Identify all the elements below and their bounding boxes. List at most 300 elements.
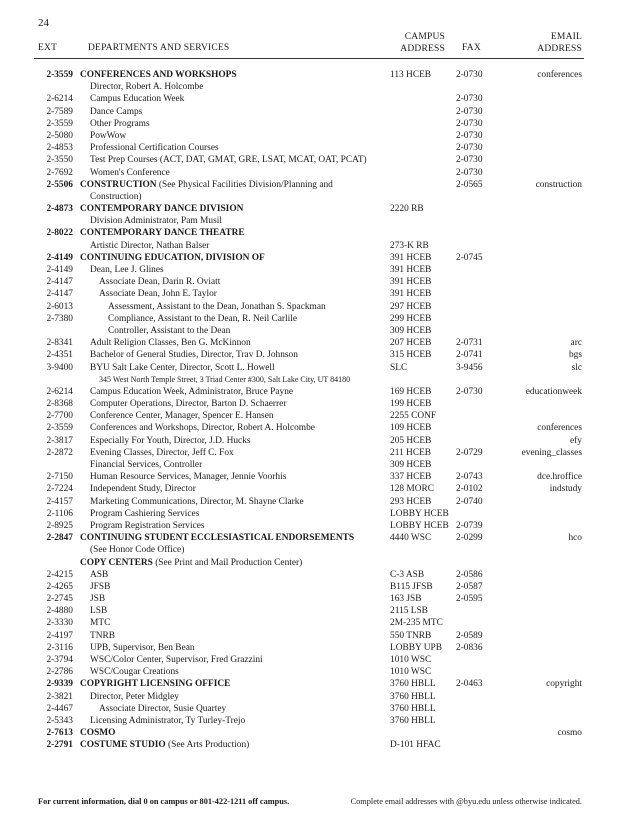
campus-address: 207 HCEB — [390, 338, 432, 349]
email-address: efy — [570, 435, 582, 446]
department-name — [90, 496, 304, 508]
department-name — [108, 325, 230, 337]
directory-row — [0, 154, 638, 166]
department-label: ASB — [90, 569, 109, 580]
department-name — [90, 118, 150, 130]
extension-number: 2-7589 — [46, 106, 73, 117]
department-label: CONTINUING EDUCATION, DIVISION OF — [80, 252, 265, 263]
campus-address: 1010 WSC — [390, 655, 432, 665]
directory-row — [0, 678, 638, 690]
department-name — [90, 81, 203, 93]
fax-number: 2-0729 — [456, 447, 483, 458]
department-note: (See Physical Facilities Division/Planning and — [156, 179, 333, 190]
extension-number: 2-7692 — [46, 167, 73, 178]
fax-number: 2-0731 — [456, 338, 483, 349]
directory-row — [0, 264, 638, 276]
department-name — [90, 617, 110, 629]
campus-address: 1010 WSC — [390, 667, 432, 678]
campus-address: 299 HCEB — [390, 313, 432, 324]
department-label: Licensing Administrator, Ty Turley-Trejo — [90, 715, 246, 726]
department-name — [99, 276, 220, 288]
directory-row — [0, 483, 638, 495]
department-label: CONTINUING STUDENT ECCLESIASTICAL ENDORSEMENTS — [80, 533, 355, 544]
extension-number: 2-4351 — [46, 350, 73, 361]
extension-number: 2-7613 — [46, 728, 73, 739]
campus-address: C-3 ASB — [390, 569, 425, 580]
department-name — [90, 544, 184, 556]
department-name — [80, 532, 354, 544]
directory-row — [0, 557, 638, 569]
campus-address: 163 JSB — [390, 594, 422, 605]
department-name — [108, 301, 326, 313]
department-label: TNRB — [90, 630, 116, 641]
directory-row — [0, 666, 638, 678]
campus-address: 391 HCEB — [390, 252, 432, 263]
directory-row — [0, 459, 638, 471]
department-name — [90, 630, 115, 642]
extension-number: 2-3559 — [46, 423, 73, 434]
department-label: JFSB — [90, 581, 111, 592]
extension-number: 2-8368 — [46, 399, 73, 410]
campus-address: 199 HCEB — [390, 399, 432, 410]
department-name — [90, 215, 222, 227]
department-name — [90, 581, 110, 593]
department-label: Compliance, Assistant to the Dean, R. Neil Carlile — [108, 313, 298, 324]
extension-number: 2-5080 — [46, 130, 73, 141]
campus-address: 550 TNRB — [390, 630, 432, 641]
campus-address: 3760 HBLL — [390, 679, 436, 690]
department-name — [80, 678, 230, 690]
department-name — [80, 252, 265, 264]
extension-number: 2-8341 — [46, 338, 73, 349]
department-label: Other Programs — [90, 118, 150, 129]
email-address: hco — [568, 533, 582, 544]
department-name — [90, 459, 202, 471]
department-label: Campus Education Week — [90, 94, 185, 105]
campus-address: SLC — [390, 362, 408, 373]
extension-number: 2-4467 — [46, 703, 73, 714]
extension-number: 2-7380 — [46, 313, 73, 324]
email-address: indstudy — [549, 484, 582, 495]
fax-number: 2-0299 — [456, 533, 483, 544]
directory-row — [0, 581, 638, 593]
department-label: Associate Dean, Darin R. Oviatt — [99, 277, 221, 288]
department-name — [80, 557, 302, 569]
fax-number: 2-0730 — [456, 94, 483, 105]
extension-number: 2-5506 — [46, 179, 73, 190]
department-name — [90, 483, 196, 495]
extension-number: 2-4873 — [46, 204, 73, 215]
campus-address: 337 HCEB — [390, 472, 432, 483]
header-rule — [34, 58, 584, 59]
directory-row — [0, 93, 638, 105]
directory-row — [0, 69, 638, 81]
department-label: (See Honor Code Office) — [90, 545, 185, 556]
department-label: Assessment, Assistant to the Dean, Jonathan S. Spackman — [108, 301, 326, 312]
campus-header-line1: CAMPUS — [404, 32, 445, 42]
email-header-line1: EMAIL — [550, 32, 582, 42]
extension-number: 2-4147 — [46, 289, 73, 300]
directory-row — [0, 301, 638, 313]
campus-address: D-101 HFAC — [390, 740, 441, 751]
department-label: Professional Certification Courses — [90, 143, 219, 154]
directory-row — [0, 276, 638, 288]
department-label: Associate Director, Susie Quartey — [99, 703, 227, 714]
extension-number: 2-3550 — [46, 155, 73, 166]
directory-row — [0, 593, 638, 605]
directory-row — [0, 642, 638, 654]
department-name — [90, 520, 205, 532]
campus-address: 297 HCEB — [390, 301, 432, 312]
department-label: Director, Peter Midgley — [90, 691, 179, 702]
department-label: Dean, Lee J. Glines — [90, 265, 164, 275]
directory-row — [0, 142, 638, 154]
department-label: Artistic Director, Nathan Balser — [90, 240, 210, 251]
department-note: (See Print and Mail Production Center) — [152, 557, 303, 568]
fax-number: 2-0743 — [456, 472, 483, 483]
extension-number: 2-7150 — [46, 472, 73, 483]
campus-address: 3760 HBLL — [390, 691, 436, 702]
directory-row — [0, 739, 638, 751]
campus-address: LOBBY HCEB — [390, 508, 449, 519]
email-address: slc — [571, 362, 582, 373]
department-name — [90, 167, 170, 179]
department-name — [90, 349, 298, 361]
campus-address: 211 HCEB — [390, 447, 432, 458]
directory-row — [0, 617, 638, 629]
directory-row — [0, 422, 638, 434]
department-name — [80, 179, 333, 191]
department-label: Controller, Assistant to the Dean — [108, 325, 231, 336]
department-name — [90, 422, 315, 434]
department-label: Especially For Youth, Director, J.D. Hucks — [90, 435, 251, 446]
department-name — [99, 288, 217, 300]
fax-number: 2-0565 — [456, 179, 483, 190]
directory-row — [0, 471, 638, 483]
department-name — [90, 593, 105, 605]
department-label: COSMO — [80, 728, 116, 739]
campus-address: 109 HCEB — [390, 423, 432, 434]
extension-number: 2-2791 — [46, 740, 73, 751]
email-header-line2: ADDRESS — [537, 44, 582, 54]
department-label: Program Cashiering Services — [90, 508, 200, 519]
department-label: Campus Education Week, Administrator, Bruce Payne — [90, 386, 294, 397]
department-label: COSTUME STUDIO — [80, 740, 166, 751]
campus-address: B115 JFSB — [390, 581, 433, 592]
department-name — [90, 240, 209, 252]
campus-address: 128 MORC — [390, 484, 435, 495]
extension-number: 2-4880 — [46, 606, 73, 617]
extension-number: 2-3330 — [46, 618, 73, 629]
directory-row — [0, 398, 638, 410]
campus-address: LOBBY UPB — [390, 642, 443, 653]
department-name — [90, 362, 275, 374]
department-label: MTC — [90, 618, 111, 629]
email-address: educationweek — [525, 386, 582, 397]
fax-number: 2-0102 — [456, 484, 483, 495]
directory-row — [0, 508, 638, 520]
campus-address: 315 HCEB — [390, 350, 432, 361]
directory-row — [0, 703, 638, 715]
department-name — [90, 569, 108, 581]
department-name — [90, 264, 164, 276]
department-name — [90, 142, 219, 154]
campus-address: 205 HCEB — [390, 435, 432, 446]
campus-address: 391 HCEB — [390, 289, 432, 300]
department-label: Independent Study, Director — [90, 484, 196, 495]
directory-row — [0, 240, 638, 252]
footer-email-note: Complete email addresses with @byu.edu unless otherwise indicated. — [350, 797, 582, 806]
extension-number: 2-6214 — [46, 94, 73, 105]
email-address: conferences — [537, 70, 582, 80]
directory-row — [0, 337, 638, 349]
directory-row — [0, 496, 638, 508]
directory-row — [0, 447, 638, 459]
department-label: Conferences and Workshops, Director, Robert A. Holcombe — [90, 423, 315, 434]
department-label: Adult Religion Classes, Ben G. McKinnon — [90, 338, 251, 349]
department-name — [90, 447, 234, 459]
department-label: BYU Salt Lake Center, Director, Scott L. Howell — [90, 362, 275, 373]
department-label: Bachelor of General Studies, Director, Trav D. Johnson — [90, 350, 298, 361]
email-address: evening_classes — [521, 447, 582, 458]
directory-row — [0, 349, 638, 361]
extension-number: 2-6013 — [46, 301, 73, 312]
directory-row — [0, 544, 638, 556]
directory-row — [0, 252, 638, 264]
fax-number: 2-0589 — [456, 630, 483, 641]
department-label: UPB, Supervisor, Ben Bean — [90, 642, 195, 653]
department-name — [99, 703, 226, 715]
department-label: Director, Robert A. Holcombe — [90, 82, 204, 93]
directory-row — [0, 179, 638, 191]
campus-address: 3760 HBLL — [390, 715, 436, 726]
department-name — [90, 337, 251, 349]
extension-number: 2-4215 — [46, 569, 73, 580]
department-label: CONTEMPORARY DANCE THEATRE — [80, 228, 245, 239]
directory-row — [0, 532, 638, 544]
email-address: cosmo — [557, 728, 582, 739]
extension-number: 2-3817 — [46, 435, 73, 446]
extension-number: 2-2872 — [46, 447, 73, 458]
fax-number: 2-0730 — [456, 70, 483, 80]
extension-number: 2-3116 — [46, 642, 73, 653]
department-name — [90, 715, 245, 727]
directory-row — [0, 410, 638, 422]
email-address: arc — [570, 338, 582, 349]
fax-number: 2-0730 — [456, 106, 483, 117]
footer-dial-info: For current information, dial 0 on campus or 801-422-1211 off campus. — [38, 797, 290, 806]
extension-number: 2-6214 — [46, 386, 73, 397]
campus-address: 293 HCEB — [390, 496, 432, 507]
department-name — [90, 130, 126, 142]
department-name — [90, 191, 142, 203]
directory-listing — [0, 69, 638, 752]
department-name — [90, 410, 274, 422]
campus-address: 2M-235 MTC — [390, 618, 443, 629]
department-label: Program Registration Services — [90, 520, 205, 531]
department-label: JSB — [90, 594, 106, 605]
fax-number: 2-0730 — [456, 130, 483, 141]
department-label: Women's Conference — [90, 167, 170, 178]
directory-row — [0, 654, 638, 666]
campus-address: 391 HCEB — [390, 277, 432, 288]
department-name — [90, 93, 184, 105]
extension-number: 2-4149 — [46, 252, 73, 263]
campus-address: 2220 RB — [390, 204, 424, 215]
extension-number: 2-4157 — [46, 496, 73, 507]
directory-row — [0, 203, 638, 215]
directory-row — [0, 191, 638, 203]
department-label: 345 West North Temple Street, 3 Triad Center #300, Salt Lake City, UT 84180 — [99, 374, 351, 384]
department-label: Test Prep Courses (ACT, DAT, GMAT, GRE, LSAT, MCAT, OAT, PCAT) — [90, 155, 367, 166]
campus-address: 273-K RB — [390, 240, 429, 251]
extension-number: 2-4197 — [46, 630, 73, 641]
fax-number: 2-0730 — [456, 167, 483, 178]
directory-row — [0, 227, 638, 239]
fax-number: 2-0463 — [456, 679, 483, 690]
directory-row — [0, 520, 638, 532]
extension-number: 3-9400 — [46, 362, 73, 373]
extension-number: 2-3559 — [46, 70, 73, 80]
column-header-ext: EXT — [38, 43, 58, 53]
column-header-fax: FAX — [462, 43, 481, 53]
campus-address: LOBBY HCEB — [390, 520, 449, 531]
fax-number: 2-0740 — [456, 496, 483, 507]
directory-row — [0, 313, 638, 325]
column-header-campus-address — [395, 31, 445, 55]
department-name — [90, 654, 263, 666]
column-header-email-address — [537, 31, 582, 55]
campus-header-line2: ADDRESS — [400, 44, 445, 54]
email-address: copyright — [546, 679, 582, 690]
email-address: construction — [535, 179, 582, 190]
directory-row — [0, 569, 638, 581]
fax-number: 3-9456 — [456, 362, 483, 373]
department-name — [99, 374, 350, 386]
extension-number: 2-3794 — [46, 655, 73, 665]
department-name — [90, 605, 107, 617]
department-label: COPY CENTERS — [80, 557, 153, 568]
department-name — [90, 106, 142, 118]
directory-row — [0, 167, 638, 179]
extension-number: 2-3821 — [46, 691, 73, 702]
page-number: 24 — [38, 17, 49, 29]
campus-address: 113 HCEB — [390, 70, 432, 80]
department-label: Dance Camps — [90, 106, 143, 117]
directory-row — [0, 362, 638, 374]
directory-row — [0, 81, 638, 93]
campus-address: 2255 CONF — [390, 411, 437, 422]
campus-address: 169 HCEB — [390, 386, 432, 397]
fax-number: 2-0730 — [456, 386, 483, 397]
department-label: WSC/Color Center, Supervisor, Fred Grazzini — [90, 655, 263, 665]
fax-number: 2-0739 — [456, 520, 483, 531]
directory-row — [0, 691, 638, 703]
fax-number: 2-0586 — [456, 569, 483, 580]
extension-number: 2-7224 — [46, 484, 73, 495]
extension-number: 2-3559 — [46, 118, 73, 129]
department-name — [90, 471, 286, 483]
department-label: PowWow — [90, 130, 127, 141]
extension-number: 2-8925 — [46, 520, 73, 531]
department-label: Marketing Communications, Director, M. Shayne Clarke — [90, 496, 304, 507]
department-name — [90, 508, 199, 520]
extension-number: 2-1106 — [46, 508, 73, 519]
directory-row — [0, 130, 638, 142]
email-address: conferences — [537, 423, 582, 434]
extension-number: 2-2847 — [46, 533, 73, 544]
column-header-departments: DEPARTMENTS AND SERVICES — [88, 43, 230, 53]
directory-row — [0, 215, 638, 227]
department-name — [108, 313, 297, 325]
department-name — [90, 398, 286, 410]
campus-address: 309 HCEB — [390, 325, 432, 336]
directory-row — [0, 715, 638, 727]
fax-number: 2-0730 — [456, 143, 483, 154]
directory-row — [0, 435, 638, 447]
department-name — [80, 69, 237, 81]
directory-row — [0, 374, 638, 386]
campus-address: 2115 LSB — [390, 606, 428, 617]
directory-row — [0, 727, 638, 739]
fax-number: 2-0741 — [456, 350, 483, 361]
department-label: Division Administrator, Pam Musil — [90, 216, 222, 227]
department-label: Evening Classes, Director, Jeff C. Fox — [90, 447, 234, 458]
department-label: WSC/Cougar Creations — [90, 667, 179, 678]
campus-address: 391 HCEB — [390, 265, 432, 275]
extension-number: 2-4265 — [46, 581, 73, 592]
department-name — [80, 739, 249, 751]
department-name — [90, 691, 179, 703]
extension-number: 2-4149 — [46, 265, 73, 275]
department-label: Financial Services, Controller — [90, 460, 203, 470]
fax-number: 2-0745 — [456, 252, 483, 263]
directory-row — [0, 630, 638, 642]
extension-number: 2-9339 — [46, 679, 73, 690]
department-label: COPYRIGHT LICENSING OFFICE — [80, 679, 231, 690]
department-name — [90, 642, 195, 654]
fax-number: 2-0836 — [456, 642, 483, 653]
extension-number: 2-4853 — [46, 143, 73, 154]
department-name — [90, 386, 293, 398]
department-name — [80, 227, 245, 239]
department-label: CONSTRUCTION — [80, 179, 157, 190]
extension-number: 2-2786 — [46, 667, 73, 678]
extension-number: 2-2745 — [46, 594, 73, 605]
fax-number: 2-0730 — [456, 155, 483, 166]
department-note: (See Arts Production) — [165, 740, 250, 751]
department-name — [90, 154, 367, 166]
department-label: Conference Center, Manager, Spencer E. Hansen — [90, 411, 274, 422]
department-label: Computer Operations, Director, Barton D. Schaerrer — [90, 399, 287, 410]
directory-row — [0, 605, 638, 617]
extension-number: 2-5343 — [46, 715, 73, 726]
campus-address: 3760 HBLL — [390, 703, 436, 714]
email-address: dce.hroffice — [537, 472, 582, 483]
fax-number: 2-0587 — [456, 581, 483, 592]
department-label: Construction) — [90, 191, 142, 202]
fax-number: 2-0730 — [456, 118, 483, 129]
department-name — [80, 727, 115, 739]
department-label: CONFERENCES AND WORKSHOPS — [80, 70, 237, 80]
directory-row — [0, 325, 638, 337]
extension-number: 2-4147 — [46, 277, 73, 288]
directory-row — [0, 386, 638, 398]
department-label: LSB — [90, 606, 108, 617]
directory-row — [0, 118, 638, 130]
department-label: CONTEMPORARY DANCE DIVISION — [80, 204, 244, 215]
extension-number: 2-7700 — [46, 411, 73, 422]
